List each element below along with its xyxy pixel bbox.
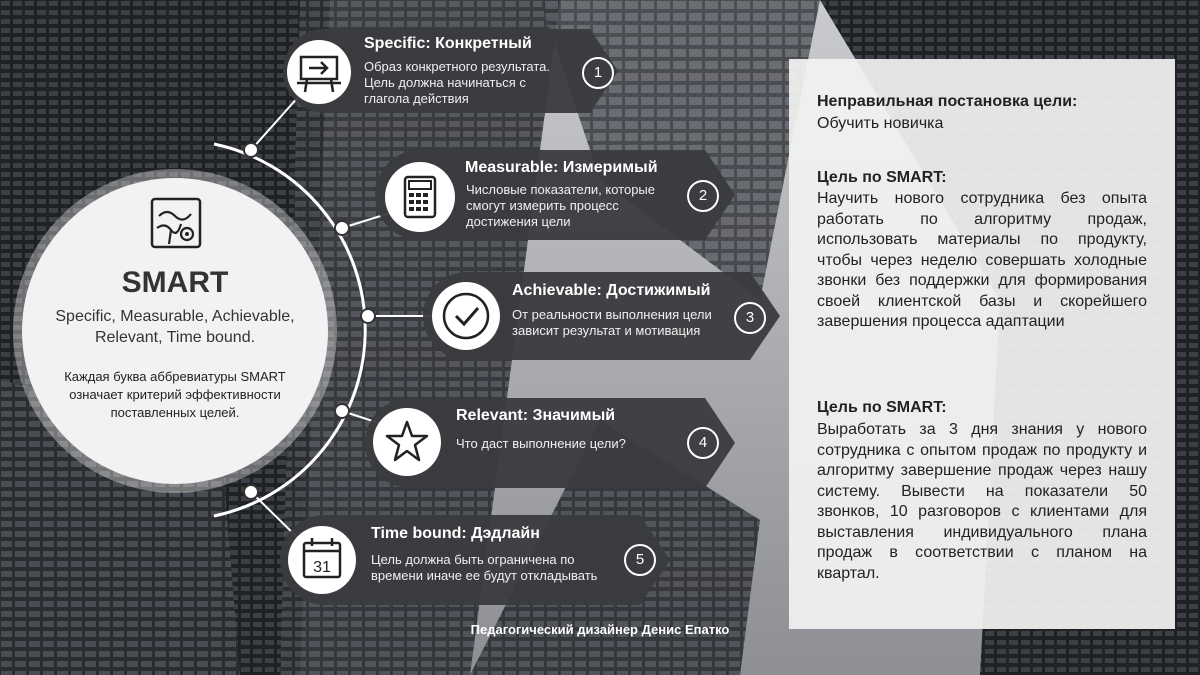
step-number-4: 4 [687, 427, 719, 459]
author-credit: Педагогический дизайнер Денис Епатко [470, 622, 730, 637]
smart-goal-heading-1: Цель по SMART: [817, 169, 947, 186]
step-text-2: Числовые показатели, которые смогут измерить процесс достижения цели [466, 182, 656, 229]
step-text-5: Цель должна быть ограничена по времени иначе ее будут откладывать [371, 552, 598, 583]
step-number-3: 3 [734, 302, 766, 334]
calculator-icon [385, 162, 455, 232]
step-title-1: Specific: Конкретный [364, 35, 532, 52]
smart-goal-text-1: Научить нового сотрудника без опыта работать по алгоритму продаж, использовать материалы по продукту, чтобы через неделю совершать холодные звонки без поддержки для формирования своей клиентской базы и скорейшего завершения процесса адаптации [817, 190, 1147, 330]
calendar-day: 31 [313, 559, 331, 576]
step-title-2: Measurable: Измеримый [465, 159, 658, 176]
smart-goal-heading-2: Цель по SMART: [817, 399, 947, 416]
calendar-icon [288, 526, 356, 594]
step-text-1: Образ конкретного результата. Цель должна начинаться с глагола действия [364, 59, 551, 106]
step-title-5: Time bound: Дэдлайн [371, 525, 540, 542]
smart-description: Каждая буква аббревиатуры SMART означает критерий эффективности поставленных целей. [64, 369, 286, 420]
step-text-4: Что даст выполнение цели? [456, 436, 626, 451]
step-number-5: 5 [624, 544, 656, 576]
check-circle-icon [432, 282, 500, 350]
smart-title: SMART [121, 266, 229, 299]
step-title-4: Relevant: Значимый [456, 407, 616, 424]
smart-goal-text-2: Выработать за 3 дня знания у нового сотрудника с опытом продаж по продукту и алгоритму завершение продаж через нашу систему. Вывести на показатели 50 звонков, 10 разговоров с клиентами для выставления индивидуального плана продаж в соответствии с планом на квартал. [817, 421, 1147, 582]
smart-subtitle: Specific, Measurable, Achievable, Relevant, Time bound. [55, 308, 295, 346]
step-number-2: 2 [687, 180, 719, 212]
goal-examples-panel [789, 59, 1175, 629]
wrong-goal-heading: Неправильная постановка цели: [817, 93, 1078, 110]
star-icon [373, 408, 441, 476]
step-number-1: 1 [582, 57, 614, 89]
step-title-3: Achievable: Достижимый [512, 282, 711, 299]
smart-circle [22, 178, 328, 484]
wrong-goal-text: Обучить новичка [817, 115, 944, 132]
step-text-3: От реальности выполнения цели зависит результат и мотивация [512, 307, 712, 338]
signboard-arrow-icon [287, 40, 351, 104]
brain-gear-icon [147, 194, 205, 252]
